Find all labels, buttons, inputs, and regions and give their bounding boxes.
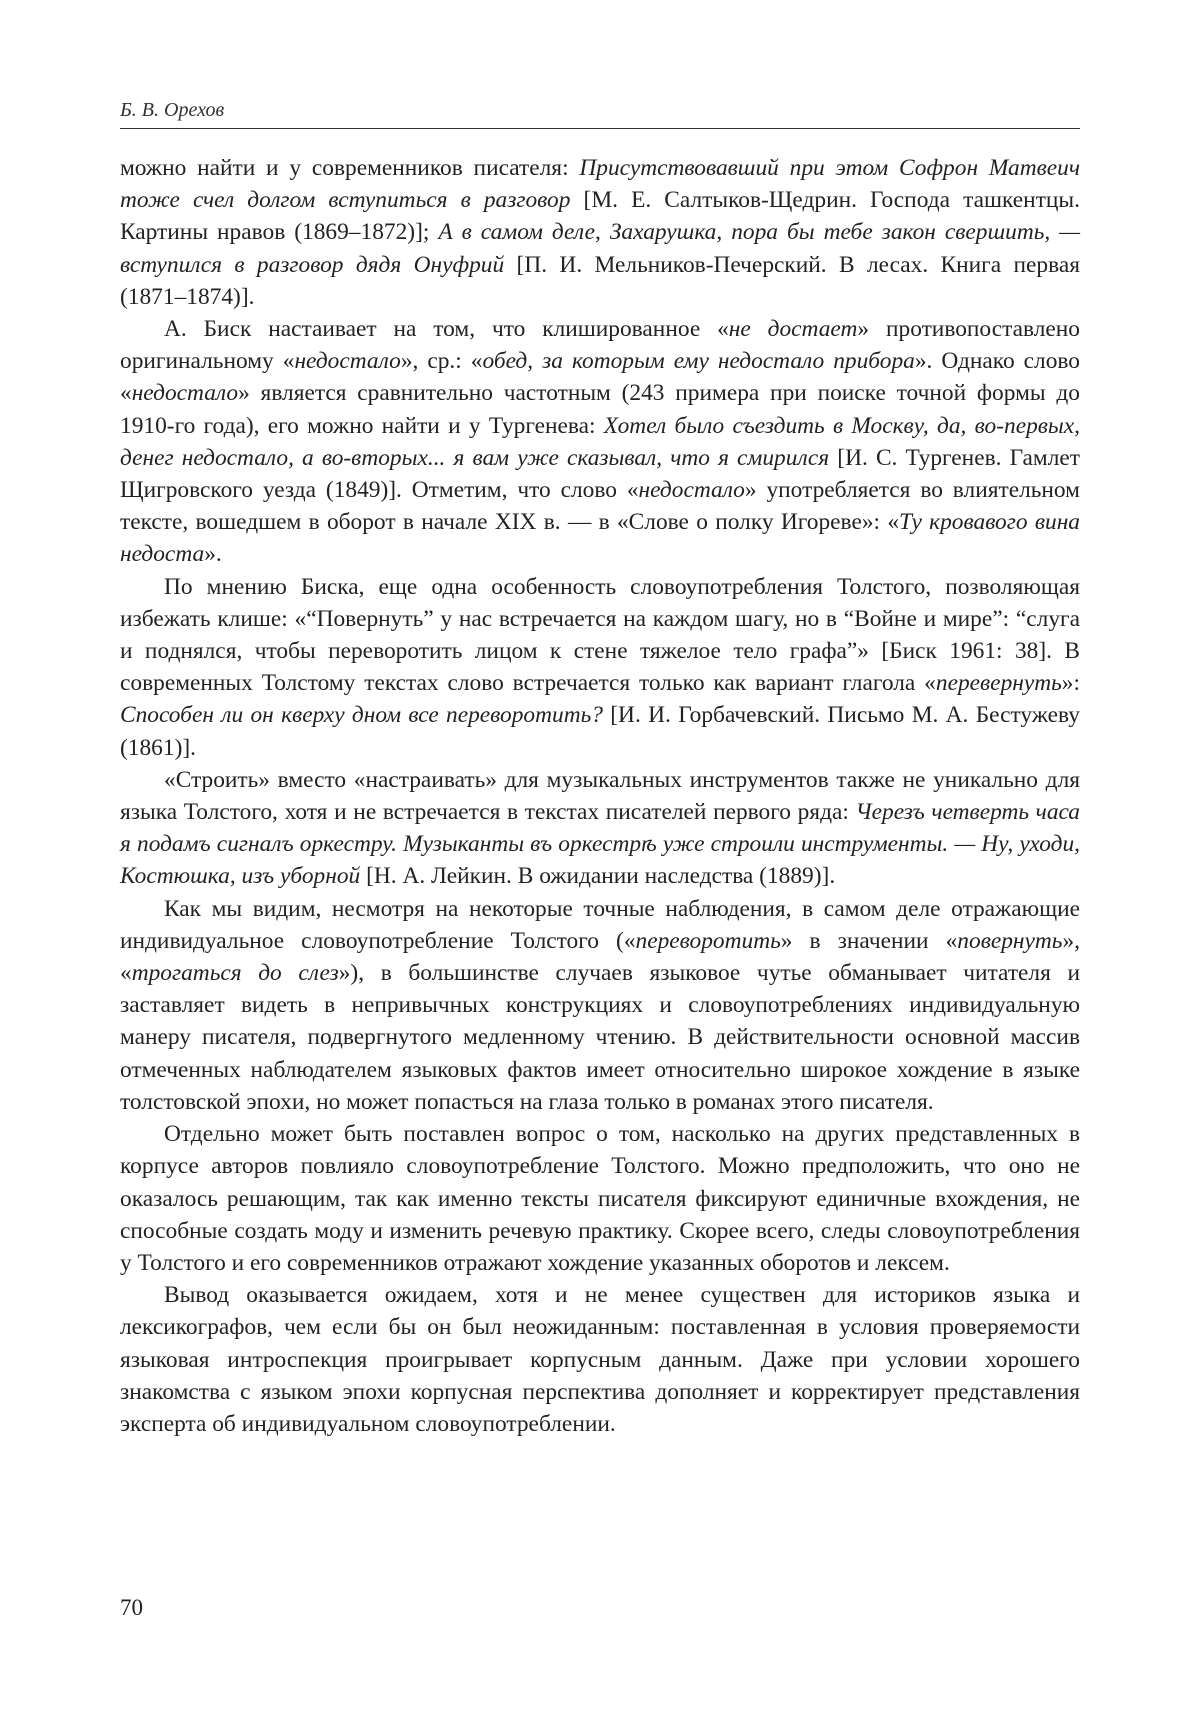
text-run: По мнению Биска, еще одна особенность словоупотребления Толстого, позволяющая избежать клише: «“Повернуть” у нас встречается на каждом шагу, но в “Войне и мире”: “слуга и поднялся, чтобы переворотить лицом к стене тяжелое тело графа”» [Биск 1961: 38]. В современных Толстому текстах слово встречается только как вариант глагола « — [120, 573, 1080, 697]
paragraph — [120, 152, 1080, 313]
paragraph — [120, 571, 1080, 764]
page-number: 70 — [120, 1595, 143, 1620]
text-run: Отдельно может быть поставлен вопрос о том, насколько на других представленных в корпусе авторов повлияло словоупотребление Толстого. Можно предположить, что оно не оказалось решающим, так как именно тексты писателя фиксируют единичные вхождения, не способные создать моду и изменить речевую практику. Скорее всего, следы словоупотребления у Толстого и его современников отражают хождение указанных оборотов и лексем. — [120, 1121, 1080, 1276]
italic-quote: повернуть — [957, 927, 1063, 954]
italic-quote: перевернуть — [935, 670, 1062, 697]
paragraph — [120, 313, 1080, 571]
page — [120, 98, 1080, 1440]
text-run: «Строить» вместо «настраивать» для музыкальных инструментов также не уникально для языка Толстого, хотя и не встречается в текстах писателей первого ряда: — [120, 766, 1080, 826]
text-run: [М. Е. Салтыков-Щедрин. Господа ташкентцы. Картины нравов (1869–1872)]; — [120, 187, 1080, 246]
italic-quote: А в самом деле, Захарушка, пора бы тебе закон свершить, — вступился в разговор дядя Онуфрий — [120, 219, 1081, 278]
italic-quote: недостало — [638, 477, 745, 504]
italic-quote: Черезъ четверть часа я подамъ сигналъ оркестру. Музыканты въ оркестрѣ уже строили инструменты. — Ну, уходи, Костюшка, изъ уборной — [120, 799, 1081, 890]
text-run: [И. И. Горбачевский. Письмо М. А. Бестужеву (1861)]. — [120, 702, 1080, 761]
text-run: » употребляется во влиятельном тексте, вошедшем в оборот в начале XIX в. — в «Слове о полку Игореве»: « — [120, 477, 1080, 536]
running-head: Б. В. Орехов — [120, 98, 1080, 129]
text-run: » в значении « — [780, 927, 958, 954]
italic-quote: не достает — [728, 316, 858, 343]
text-run: А. Биск настаивает на том, что клишированное « — [164, 316, 729, 343]
text-run: Как мы видим, несмотря на некоторые точные наблюдения, в самом деле отражающие индивидуальное словоупотребление Толстого (« — [120, 895, 1080, 954]
paragraph — [120, 764, 1080, 893]
body-text — [120, 152, 1080, 1440]
italic-quote: обед, за которым ему недостало прибора — [482, 348, 915, 375]
text-run: [И. С. Тургенев. Гамлет Щигровского уезда (1849)]. Отметим, что слово « — [120, 444, 1080, 504]
text-run: ». — [204, 541, 222, 568]
italic-quote: трогаться до слез — [131, 960, 339, 987]
text-run: », « — [120, 927, 1080, 987]
italic-quote: недостало — [294, 348, 401, 375]
text-run: ». Однако слово « — [120, 348, 1080, 407]
italic-quote: Ту кровавого вина недоста — [120, 509, 1081, 568]
text-run: [П. И. Мельников-Печерский. В лесах. Книга первая (1871–1874)]. — [120, 251, 1080, 310]
text-run: », ср.: « — [400, 348, 483, 375]
text-run: [Н. А. Лейкин. В ожидании наследства (1889)]. — [360, 863, 836, 890]
italic-quote: переворотить — [635, 927, 781, 954]
text-run: Вывод оказывается ожидаем, хотя и не менее существен для историков языка и лексикографов, чем если бы он был неожиданным: поставленная в условия проверяемости языковая интроспекция проигрывает корпусным данным. Даже при условии хорошего знакомства с языком эпохи корпусная перспектива дополняет и корректирует представления эксперта об индивидуальном словоупотреблении. — [120, 1282, 1080, 1437]
italic-quote: Способен ли он кверху дном все переворотить? — [120, 702, 603, 729]
italic-quote: Присутствовавший при этом Софрон Матвеич тоже счел долгом вступиться в разговор — [120, 155, 1080, 214]
italic-quote: недостало — [131, 380, 239, 407]
text-run: »: — [1061, 670, 1080, 697]
paragraph — [120, 1279, 1080, 1440]
text-run: можно найти и у современников писателя: — [120, 155, 580, 181]
text-run: »), в большинстве случаев языковое чутье обманывает читателя и заставляет видеть в непривычных конструкциях и словоупотреблениях индивидуальную манеру писателя, подвергнутого медленному чтению. В действительности основной массив отмеченных наблюдателем языковых фактов имеет относительно широкое хождение в языке толстовской эпохи, но может попасться на глаза только в романах этого писателя. — [120, 960, 1080, 1115]
text-run: » является сравнительно частотным (243 примера при поиске точной формы до 1910-го года), его можно найти и у Тургенева: — [120, 380, 1080, 439]
paragraph — [120, 893, 1080, 1118]
italic-quote: Хотел было съездить в Москву, да, во-первых, денег недостало, а во-вторых... я вам уже сказывал, что я смирился — [120, 412, 1080, 471]
paragraph — [120, 1118, 1080, 1279]
text-run: » противопоставлено оригинальному « — [120, 316, 1080, 375]
